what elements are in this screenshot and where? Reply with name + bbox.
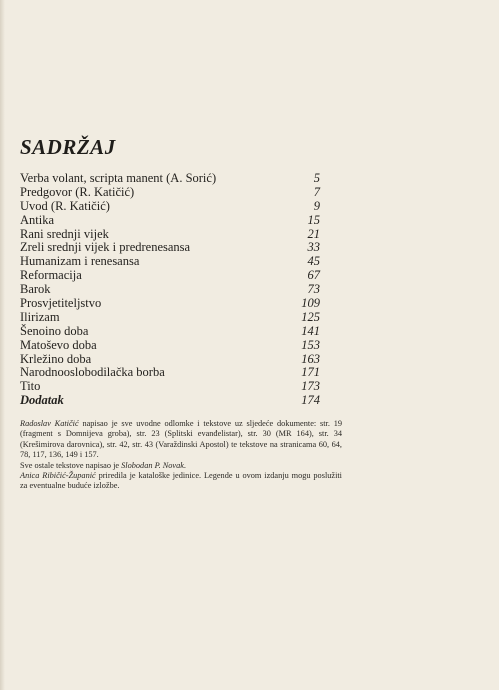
toc-entry-title: Uvod (R. Katičić) xyxy=(20,198,110,213)
toc-entry-page: 163 xyxy=(301,351,320,366)
toc-entry-page: 125 xyxy=(301,309,320,324)
toc-entry-page: 45 xyxy=(307,254,320,269)
toc-entry xyxy=(20,283,320,297)
toc-entry-title: Krležino doba xyxy=(20,351,92,366)
toc-entry-title: Rani srednji vijek xyxy=(20,226,109,241)
toc-entry xyxy=(20,311,320,325)
credits-notes xyxy=(20,419,342,492)
toc-entry-page: 33 xyxy=(307,240,320,255)
toc-entry-page: 141 xyxy=(301,323,320,338)
toc-entry-page: 9 xyxy=(313,198,320,213)
toc-entry xyxy=(20,255,320,269)
toc-entry-page: 173 xyxy=(301,379,320,394)
toc-entry-title: Matoševo doba xyxy=(20,337,97,352)
toc-entry-title: Predgovor (R. Katičić) xyxy=(20,184,135,199)
toc-entry-page: 5 xyxy=(313,171,320,185)
toc-entry-page: 171 xyxy=(301,365,320,380)
toc-entry-title: Dodatak xyxy=(20,393,64,408)
toc-entry xyxy=(20,325,320,339)
toc-entry-title: Barok xyxy=(20,282,51,297)
credit-note-katicic: Radoslav Katičić napisao je sve uvodne odlomke i tekstove uz sljedeće dokumente: str. 19 (fragment s Domnijeva groba), str. 23 (Splitski evanđelistar), str. 30 (MR 164), str. 34 (Krešimirova darovnica), str. 42, str. 43 (Varaždinski Apostol) te tekstove na stranicama 60, 64, 78, 117, 136, 149 i 157. xyxy=(20,419,342,460)
toc-entry-title: Tito xyxy=(20,379,41,394)
credit-note-novak: Sve ostale tekstove napisao je Slobodan P. Novak. xyxy=(20,460,186,470)
author-name: Radoslav Katičić xyxy=(20,419,79,428)
table-of-contents xyxy=(20,172,320,408)
toc-entry-page: 73 xyxy=(307,282,320,297)
toc-entry-title: Prosvjetiteljstvo xyxy=(20,296,102,311)
toc-entry-page: 21 xyxy=(307,226,320,241)
toc-entry xyxy=(20,380,320,394)
toc-entry xyxy=(20,186,320,200)
toc-entry xyxy=(20,269,320,283)
toc-entry-title: Narodnooslobodilačka borba xyxy=(20,365,165,380)
toc-entry xyxy=(20,241,320,255)
toc-entry xyxy=(20,172,320,186)
toc-entry-page: 174 xyxy=(301,393,320,408)
page-edge-shadow xyxy=(0,0,5,690)
toc-entry xyxy=(20,353,320,367)
toc-entry xyxy=(20,339,320,353)
author-name: Slobodan P. Novak xyxy=(121,460,184,470)
toc-entry-title: Antika xyxy=(20,212,55,227)
toc-entry-title: Ilirizam xyxy=(20,309,60,324)
toc-entry-title: Šenoino doba xyxy=(20,323,89,338)
toc-entry-title: Verba volant, scripta manent (A. Sorić) xyxy=(20,171,217,185)
toc-entry-page: 15 xyxy=(307,212,320,227)
toc-entry xyxy=(20,200,320,214)
page-title: SADRŽAJ xyxy=(20,135,116,159)
toc-entry-page: 153 xyxy=(301,337,320,352)
credit-note-ribicic: Anica Ribičić-Županić priredila je kataloške jedinice. Legende u ovom izdanju mogu poslužiti za eventualne buduće izložbe. xyxy=(20,471,342,491)
toc-entry-title: Reformacija xyxy=(20,268,82,283)
toc-entry xyxy=(20,297,320,311)
author-name: Anica Ribičić-Županić xyxy=(20,471,96,481)
toc-entry-title: Humanizam i renesansa xyxy=(20,254,140,269)
toc-entry-title: Zreli srednji vijek i predrenesansa xyxy=(20,240,191,255)
toc-entry xyxy=(20,366,320,380)
toc-entry-page: 7 xyxy=(313,184,320,199)
toc-entry-page: 109 xyxy=(301,296,320,311)
toc-entry xyxy=(20,394,320,408)
toc-entry xyxy=(20,214,320,228)
toc-entry-page: 67 xyxy=(307,268,320,283)
toc-entry xyxy=(20,228,320,242)
